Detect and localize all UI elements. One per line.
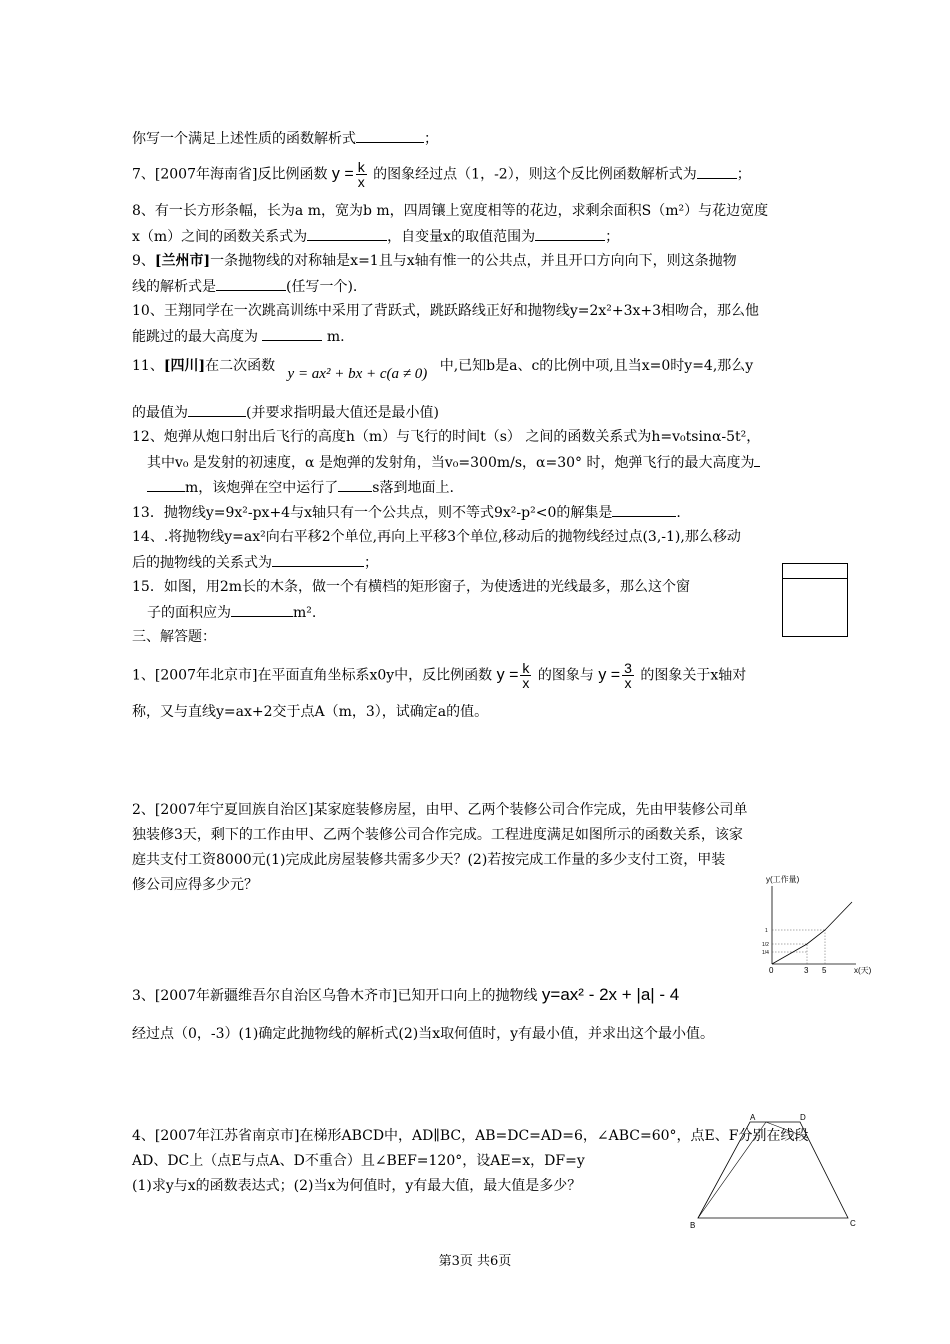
answer-blank[interactable] (338, 477, 372, 492)
segment-ef (766, 1122, 808, 1138)
fraction-k-over-x: $\frac{k}{x}$ (522, 660, 530, 691)
problem-4-line2: AD、DC上（点E与点A、D不重合）且∠BEF=120°，设AE=x，DF=y (132, 1153, 585, 1169)
problem-2-line2: 独装修3天，剩下的工作由甲、乙两个装修公司合作完成。工程进度满足如图所示的函数关系，该家 (132, 827, 743, 843)
answer-blank[interactable] (697, 164, 737, 179)
vertex-d-label: D (800, 1113, 806, 1122)
problem-4-line3: (1)求y与x的函数表达式；(2)当x为何值时，y有最大值，最大值是多少？ (132, 1178, 582, 1194)
graph-y-label: y(工作量) (766, 875, 800, 884)
graph-x-tick: 3 (804, 966, 809, 975)
question-9-line2: 线的解析式是 (任写一个). (132, 276, 357, 297)
problem-2-line3: 庭共支付工资8000元(1)完成此房屋装修共需多少天？(2)若按完成工作量的多少支付工资，甲装 (132, 852, 726, 868)
problem-2-line1: 2、[2007年宁夏回族自治区]某家庭装修房屋，由甲、乙两个装修公司合作完成，先由甲装修公司单 (132, 802, 748, 818)
answer-blank[interactable] (231, 602, 293, 617)
answer-blank[interactable] (216, 276, 286, 291)
question-15-line2: 子的面积应为 m². (147, 602, 316, 623)
question-12-line1: 12、炮弹从炮口射出后飞行的高度h（m）与飞行的时间t（s） 之间的函数关系式为h=v₀tsinα-5t²， (132, 429, 761, 445)
problem-4-line1: 4、[2007年江苏省南京市]在梯形ABCD中，AD∥BC，AB=DC=AD=6，∠ABC=60°，点E、F分别在线段 (132, 1128, 809, 1144)
work-progress-graph (752, 872, 872, 980)
question-13: 13．抛物线y=9x²-px+4与x轴只有一个公共点，则不等式9x²-p²<0的解集是 . (132, 502, 681, 523)
problem-3-line2: 经过点（0，-3）(1)确定此抛物线的解析式(2)当x取何值时，y有最小值，并求出这个最小值。 (132, 1026, 715, 1042)
question-7: 7、[2007年海南省]反比例函数 y = $\frac{k}{x}$ 的图象经过点（1，-2），则这个反比例函数解析式为 ； (132, 159, 751, 190)
answer-blank[interactable] (262, 326, 322, 341)
vertex-c-label: C (850, 1219, 856, 1228)
answer-blank[interactable] (272, 552, 364, 567)
problem-2-line4: 修公司应得多少元？ (132, 877, 258, 893)
question-10-line2: 能跳过的最大高度为 m. (132, 326, 345, 347)
quadratic-formula: y = ax² + bx + c(a ≠ 0) (287, 366, 428, 382)
answer-blank[interactable] (754, 452, 760, 467)
answer-blank[interactable] (535, 226, 605, 241)
window-crossbar (783, 578, 847, 579)
question-11-line2: 的最值为 (并要求指明最大值还是最小值) (132, 402, 439, 423)
answer-blank[interactable] (356, 128, 424, 143)
trapezoid-abcd (698, 1122, 848, 1218)
question-8-line2: x（m）之间的函数关系式为 ，自变量x的取值范围为 ； (132, 226, 619, 247)
graph-x-tick: 5 (822, 966, 827, 975)
question-12-line2: 其中v₀ 是发射的初速度，α 是炮弹的发射角，当v₀=300m/s，α=30° 时，炮弹飞行的最大高度为 (147, 452, 760, 473)
answer-blank[interactable] (612, 502, 676, 517)
problem-3-line1: 3、[2007年新疆维吾尔自治区乌鲁木齐市]已知开口向上的抛物线 y=ax² - 2x + |a| - 4 (132, 985, 680, 1004)
question-8-line1: 8、有一长方形条幅，长为a m，宽为b m，四周镶上宽度相等的花边，求剩余面积S（m²）与花边宽度 (132, 203, 769, 219)
fraction-k-over-x: $\frac{k}{x}$ (357, 159, 365, 190)
answer-blank[interactable] (307, 226, 387, 241)
graph-y-tick: 1/2 (762, 942, 769, 948)
question-9-line1: 9、[兰州市]一条抛物线的对称轴是x=1且与x轴有惟一的公共点，并且开口方向向下，则这条抛物 (132, 253, 737, 269)
question-14-line2: 后的抛物线的关系式为 ； (132, 552, 378, 573)
segment-be (698, 1122, 766, 1218)
graph-y-tick: 1/4 (762, 950, 769, 956)
problem-1-line2: 称，又与直线y=ax+2交于点A（m，3），试确定a的值。 (132, 704, 489, 720)
trapezoid-figure (688, 1110, 868, 1234)
answer-blank[interactable] (147, 477, 185, 492)
graph-y-tick: 1 (765, 928, 768, 934)
problem-1-line1: 1、[2007年北京市]在平面直角坐标系x0y中，反比例函数 y = $\frac{k}{x}$ 的图象与 y = $\frac{3}{x}$ 的图象关于x轴对 (132, 660, 747, 691)
answer-blank[interactable] (188, 402, 246, 417)
vertex-a-label: A (750, 1113, 756, 1122)
line-l0: 你写一个满足上述性质的函数解析式 ； (132, 128, 438, 149)
graph-line-segments (772, 902, 852, 964)
question-15-line1: 15．如图，用2m长的木条，做一个有横档的矩形窗子，为使透进的光线最多，那么这个窗 (132, 579, 690, 595)
question-12-line3: m，该炮弹在空中运行了 s落到地面上. (147, 477, 454, 498)
section-3-heading: 三、解答题： (132, 629, 216, 645)
question-11-line1: 11、[四川]在二次函数 y = ax² + bx + c(a ≠ 0) 中,已知b是a、c的比例中项,且当x=0时y=4,那么y (132, 358, 754, 382)
fraction-3-over-x: $\frac{3}{x}$ (624, 660, 632, 691)
parabola-formula: y=ax² - 2x + |a| - 4 (541, 985, 680, 1004)
graph-x-label: x(天) (854, 966, 872, 975)
page-footer: 第3页 共6页 (438, 1254, 512, 1269)
vertex-b-label: B (690, 1221, 696, 1230)
question-14-line1: 14、.将抛物线y=ax²向右平移2个单位,再向上平移3个单位,移动后的抛物线经过点(3,-1),那么移动 (132, 529, 741, 545)
window-figure (782, 563, 848, 637)
graph-origin-label: 0 (769, 966, 774, 975)
question-10-line1: 10、王翔同学在一次跳高训练中采用了背跃式，跳跃路线正好和抛物线y=2x²+3x+3相吻合，那么他 (132, 303, 760, 319)
